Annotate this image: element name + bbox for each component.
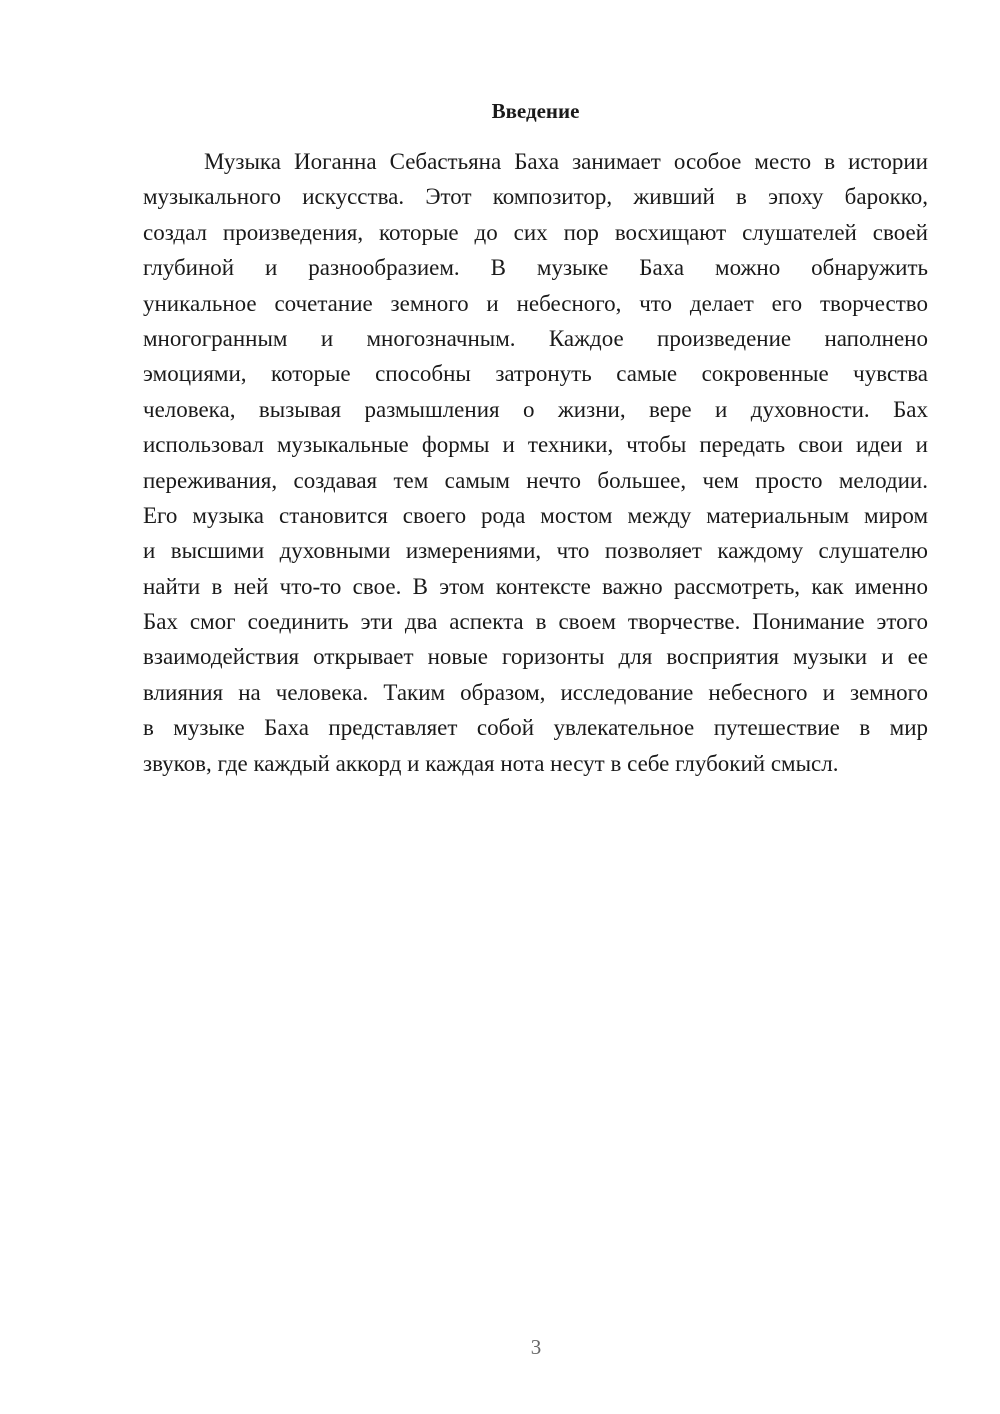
paragraph-line: звуков, где каждый аккорд и каждая нота несут в себе глубокий смысл. <box>143 750 839 776</box>
paragraph-line: человека, вызывая размышления о жизни, вере и духовности. Бах <box>143 396 928 422</box>
paragraph-line: взаимодействия открывает новые горизонты для восприятия музыки и ее <box>143 644 928 670</box>
paragraph-line: влияния на человека. Таким образом, исследование небесного и земного <box>143 679 928 705</box>
paragraph-line: Бах смог соединить эти два аспекта в своем творчестве. Понимание этого <box>143 609 928 635</box>
paragraph-line: уникальное сочетание земного и небесного, что делает его творчество <box>143 290 928 316</box>
page-number: 3 <box>530 1335 542 1359</box>
paragraph-line: создал произведения, которые до сих пор восхищают слушателей своей <box>143 219 928 245</box>
body-paragraph <box>143 144 928 781</box>
paragraph-line: использовал музыкальные формы и техники, чтобы передать свои идеи и <box>143 432 928 458</box>
paragraph-line: в музыке Баха представляет собой увлекательное путешествие в мир <box>143 715 928 741</box>
paragraph-line: переживания, создавая тем самым нечто большее, чем просто мелодии. <box>143 467 928 493</box>
paragraph-line: Его музыка становится своего рода мостом между материальным миром <box>143 502 928 528</box>
section-heading: Введение <box>491 99 580 123</box>
paragraph-line: Музыка Иоганна Себастьяна Баха занимает особое место в истории <box>204 149 928 174</box>
paragraph-line: и высшими духовными измерениями, что позволяет каждому слушателю <box>143 538 928 564</box>
paragraph-line: глубиной и разнообразием. В музыке Баха можно обнаружить <box>143 255 928 281</box>
paragraph-line: музыкального искусства. Этот композитор, живший в эпоху барокко, <box>143 184 928 210</box>
paragraph-line: найти в ней что-то свое. В этом контексте важно рассмотреть, как именно <box>143 573 928 599</box>
paragraph-line: многогранным и многозначным. Каждое произведение наполнено <box>143 325 928 351</box>
paragraph-line: эмоциями, которые способны затронуть самые сокровенные чувства <box>143 361 928 387</box>
